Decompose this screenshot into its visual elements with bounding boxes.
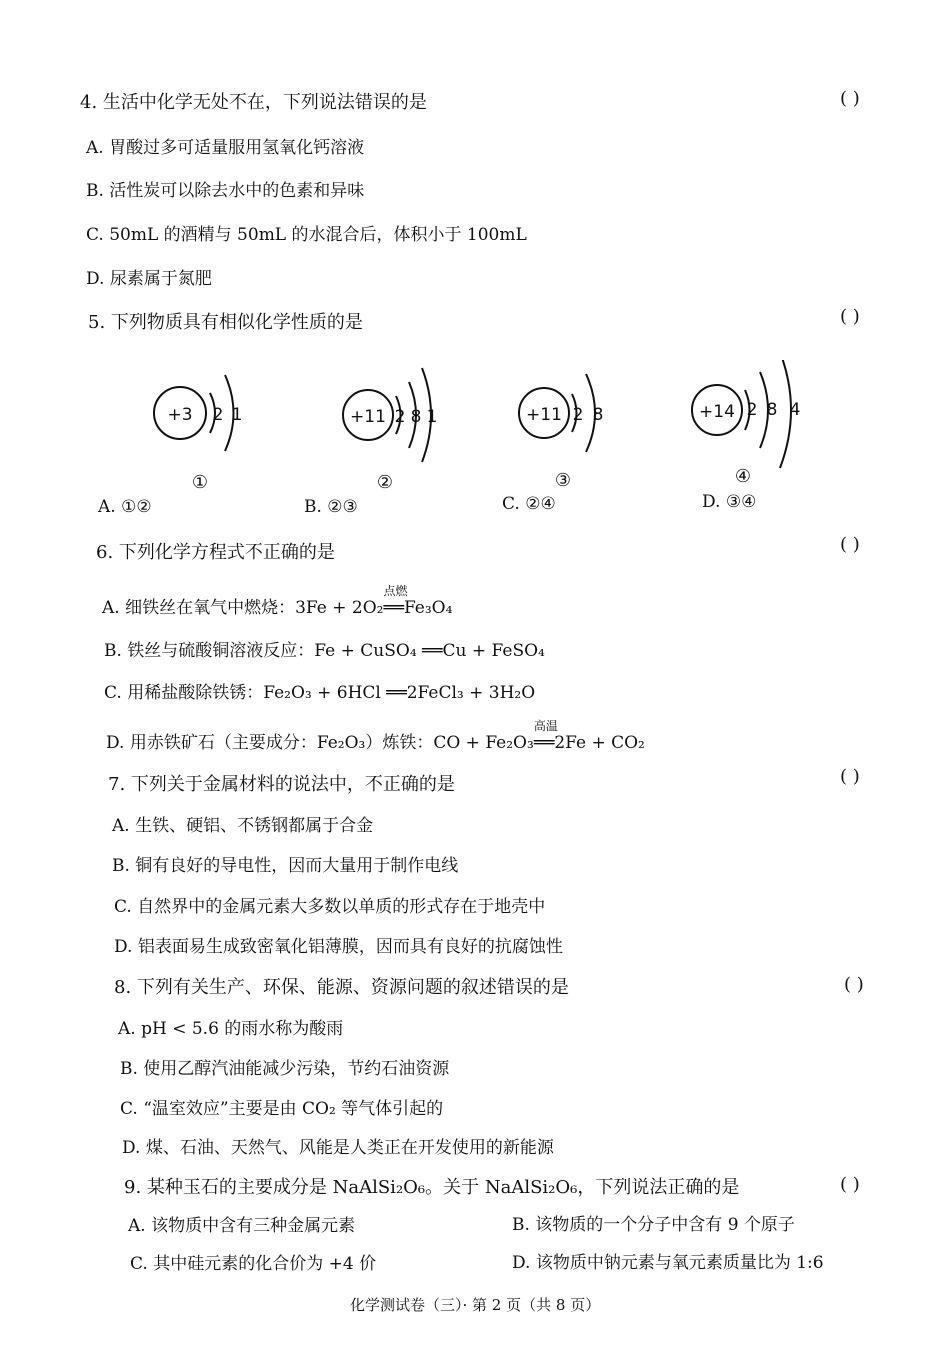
q7-option-a[interactable]: A. 生铁、硬铝、不锈钢都属于合金 — [112, 816, 374, 836]
q9-stem: 9. 某种玉石的主要成分是 NaAlSi₂O₆。关于 NaAlSi₂O₆，下列说法正确的是 — [124, 1177, 740, 1198]
q9-option-b[interactable]: B. 该物质的一个分子中含有 9 个原子 — [512, 1215, 795, 1235]
q4-option-c[interactable]: C. 50mL 的酒精与 50mL 的水混合后，体积小于 100mL — [86, 225, 527, 245]
q6-option-d-products: 2Fe + CO₂ — [554, 733, 645, 753]
q7-stem: 7. 下列关于金属材料的说法中，不正确的是 — [108, 774, 455, 795]
atom-diagram-4 — [692, 360, 800, 487]
q8-stem: 8. 下列有关生产、环保、能源、资源问题的叙述错误的是 — [114, 977, 569, 998]
atom-diagram-3 — [519, 374, 603, 491]
atom-structure-diagrams — [0, 360, 950, 500]
q9-option-c[interactable]: C. 其中硅元素的化合价为 +4 价 — [130, 1254, 377, 1274]
q6-option-a-arrow: 点燃 ══ — [383, 584, 408, 618]
atom-diagram-1 — [154, 375, 242, 493]
q9-option-a[interactable]: A. 该物质中含有三种金属元素 — [128, 1216, 356, 1236]
atom-1-label: ① — [191, 472, 209, 493]
q5-option-a[interactable]: A. ①② — [98, 497, 152, 517]
atom-2-label: ② — [376, 472, 394, 493]
q6-option-a-condition: 点燃 — [383, 584, 408, 598]
q6-option-d-arrow: 高温 ══ — [533, 719, 558, 753]
q8-option-d[interactable]: D. 煤、石油、天然气、风能是人类正在开发使用的新能源 — [122, 1138, 554, 1158]
atom-1-shell-1: 2 — [212, 405, 224, 425]
q6-option-d-condition: 高温 — [533, 719, 558, 733]
page-footer: 化学测试卷（三）· 第 2 页（共 8 页） — [350, 1296, 601, 1314]
q4-option-a[interactable]: A. 胃酸过多可适量服用氢氧化钙溶液 — [86, 138, 365, 158]
atom-3-label: ③ — [554, 470, 572, 491]
q7-option-b[interactable]: B. 铜有良好的导电性，因而大量用于制作电线 — [112, 856, 459, 876]
q8-option-b[interactable]: B. 使用乙醇汽油能减少污染，节约石油资源 — [120, 1059, 450, 1079]
q6-option-d[interactable] — [106, 719, 645, 753]
q8-option-a[interactable]: A. pH < 5.6 的雨水称为酸雨 — [118, 1019, 344, 1039]
atom-4-shell-1: 2 — [746, 400, 758, 420]
atom-1-nucleus: +3 — [167, 405, 193, 425]
q8-answer-bracket[interactable]: ( ) — [844, 974, 864, 995]
q6-option-d-reactants: D. 用赤铁矿石（主要成分：Fe₂O₃）炼铁：CO + Fe₂O₃ — [106, 733, 534, 753]
q9-option-d[interactable]: D. 该物质中钠元素与氧元素质量比为 1:6 — [512, 1253, 824, 1273]
atom-3-nucleus: +11 — [526, 405, 562, 425]
atom-diagram-2 — [343, 368, 437, 493]
q5-option-b[interactable]: B. ②③ — [304, 497, 358, 517]
q5-stem: 5. 下列物质具有相似化学性质的是 — [88, 312, 363, 333]
q5-option-c[interactable]: C. ②④ — [502, 494, 556, 514]
q4-option-b[interactable]: B. 活性炭可以除去水中的色素和异味 — [86, 181, 365, 201]
q4-answer-bracket[interactable]: ( ) — [840, 88, 860, 109]
q4-stem: 4. 生活中化学无处不在，下列说法错误的是 — [80, 92, 427, 113]
q6-option-a-reactants: A. 细铁丝在氧气中燃烧：3Fe + 2O₂ — [102, 598, 384, 618]
atom-4-nucleus: +14 — [699, 402, 735, 422]
q6-option-a[interactable] — [102, 584, 453, 618]
atom-2-shell-3: 1 — [426, 407, 438, 427]
atom-4-label: ④ — [734, 466, 752, 487]
atom-3-shell-2: 8 — [592, 405, 604, 425]
atom-3-shell-1: 2 — [572, 405, 584, 425]
q7-answer-bracket[interactable]: ( ) — [840, 766, 860, 787]
atom-2-shell-2: 8 — [410, 407, 422, 427]
atom-4-shell-3: 4 — [789, 400, 801, 420]
q5-answer-bracket[interactable]: ( ) — [840, 306, 860, 327]
atom-4-shell-2: 8 — [766, 400, 778, 420]
q6-option-a-products: Fe₃O₄ — [403, 598, 453, 618]
q4-option-d[interactable]: D. 尿素属于氮肥 — [86, 269, 212, 289]
atom-1-shell-2: 1 — [231, 405, 243, 425]
q6-stem: 6. 下列化学方程式不正确的是 — [96, 542, 335, 563]
q5-option-d[interactable]: D. ③④ — [702, 492, 757, 512]
q8-option-c[interactable]: C. “温室效应”主要是由 CO₂ 等气体引起的 — [120, 1099, 444, 1119]
q6-option-b[interactable]: B. 铁丝与硫酸铜溶液反应：Fe + CuSO₄ ══Cu + FeSO₄ — [104, 641, 545, 661]
atom-2-nucleus: +11 — [350, 407, 386, 427]
q9-answer-bracket[interactable]: ( ) — [840, 1174, 860, 1195]
q6-option-c[interactable]: C. 用稀盐酸除铁锈：Fe₂O₃ + 6HCl ══2FeCl₃ + 3H₂O — [104, 683, 536, 703]
q7-option-d[interactable]: D. 铝表面易生成致密氧化铝薄膜，因而具有良好的抗腐蚀性 — [114, 937, 563, 957]
q6-answer-bracket[interactable]: ( ) — [840, 534, 860, 555]
q7-option-c[interactable]: C. 自然界中的金属元素大多数以单质的形式存在于地壳中 — [114, 897, 546, 917]
atom-2-shell-1: 2 — [394, 407, 406, 427]
